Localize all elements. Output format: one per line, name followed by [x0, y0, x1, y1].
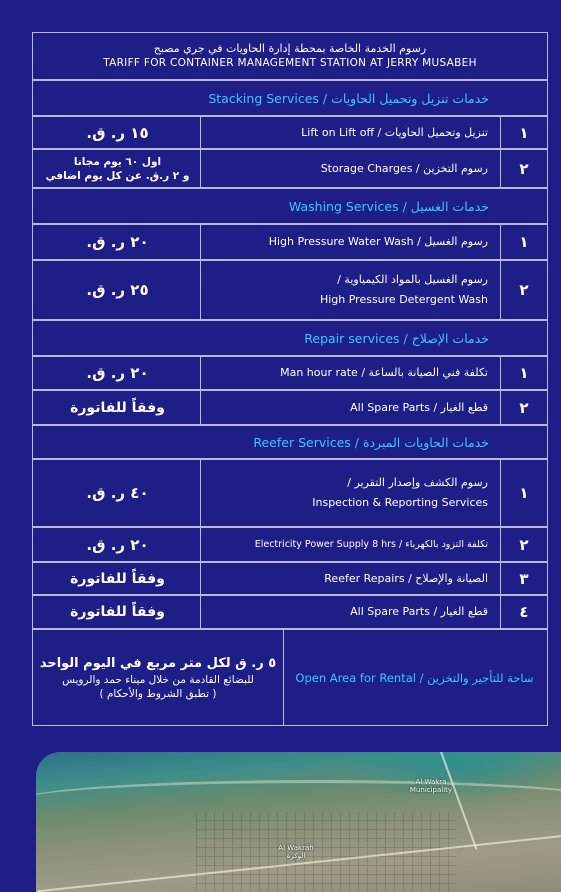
satellite-map — [36, 752, 561, 892]
row-number: ١ — [500, 117, 547, 148]
row-description: رسوم الكشف وإصدار التقرير / Inspection & Reporting Services — [200, 460, 500, 526]
row-description: تكلفة التزود بالكهرباء / Electricity Power Supply 8 hrs — [200, 528, 500, 561]
table-row — [32, 356, 548, 390]
row-number: ٢ — [500, 150, 547, 187]
row-price: وفقاً للفاتورة — [70, 570, 165, 587]
section-heading-repair: خدمات الإصلاح / Repair services — [32, 320, 548, 356]
row-price: وفقاً للفاتورة — [70, 399, 165, 416]
row-number: ٤ — [500, 596, 547, 628]
row-description: رسوم الغسيل بالمواد الكيمياوية / High Pressure Detergent Wash — [200, 261, 500, 319]
open-area-description: ساحة للتأجير والتخزين / Open Area for Rental — [295, 670, 534, 685]
map-label-town: Al Wakrah الوكرة — [278, 844, 314, 860]
row-price: ٢٠ ر. ق. — [86, 535, 149, 554]
row-price: وفقاً للفاتورة — [70, 604, 165, 620]
row-description: قطع الغيار / All Spare Parts — [200, 596, 500, 628]
row-description: قطع الغيار / All Spare Parts — [200, 391, 500, 424]
section-heading-washing: خدمات الغسيل / Washing Services — [32, 188, 548, 224]
table-row — [32, 459, 548, 527]
title-arabic: رسوم الخدمة الخاصة بمحطة إدارة الحاويات في جري مصبح — [153, 42, 427, 55]
table-row — [32, 595, 548, 629]
row-description: تنزيل وتحميل الحاويات / Lift on Lift off — [200, 117, 500, 148]
row-description: الصيانة والإصلاح / Reefer Repairs — [200, 563, 500, 594]
open-area-price: ٥ ر. ق لكل متر مربع في اليوم الواحد للبضائع القادمة من خلال ميناء حمد والرويس ( تطبق الشروط والأحكام ) — [33, 630, 284, 725]
row-description: رسوم التخزين / Storage Charges — [200, 150, 500, 187]
section-heading-stacking: خدمات تنزيل وتحميل الحاويات / Stacking Services — [32, 80, 548, 116]
row-price: اول ٦٠ يوم مجانا و ٢ ر.ق. عن كل يوم اضافي — [45, 155, 190, 182]
title-english: TARIFF FOR CONTAINER MANAGEMENT STATION AT JERRY MUSABEH — [103, 57, 477, 69]
table-row — [32, 527, 548, 562]
row-price: ٢٠ ر. ق. — [86, 364, 149, 382]
row-price: ١٥ ر. ق. — [86, 123, 149, 142]
section-heading-reefer: خدمات الحاويات المبردة / Reefer Services — [32, 425, 548, 459]
row-number: ٢ — [500, 261, 547, 319]
row-number: ٢ — [500, 528, 547, 561]
table-row — [32, 116, 548, 149]
row-number: ٢ — [500, 391, 547, 424]
row-price: ٢٥ ر. ق. — [86, 281, 149, 299]
table-row — [32, 390, 548, 425]
table-row — [32, 562, 548, 595]
row-price: ٢٠ ر. ق. — [86, 233, 149, 251]
table-row — [32, 260, 548, 320]
row-description: تكلفة فني الصيانة بالساعة / Man hour rate — [200, 357, 500, 389]
row-description: رسوم الغسيل / High Pressure Water Wash — [200, 225, 500, 259]
open-area-row — [32, 629, 548, 726]
table-row — [32, 224, 548, 260]
row-number: ٣ — [500, 563, 547, 594]
row-number: ١ — [500, 460, 547, 526]
table-title — [32, 32, 548, 80]
row-price: ٤٠ ر. ق. — [86, 484, 149, 502]
map-label-municipality: Al Wakra Municipality — [409, 778, 453, 794]
row-number: ١ — [500, 225, 547, 259]
row-number: ١ — [500, 357, 547, 389]
table-row — [32, 149, 548, 188]
